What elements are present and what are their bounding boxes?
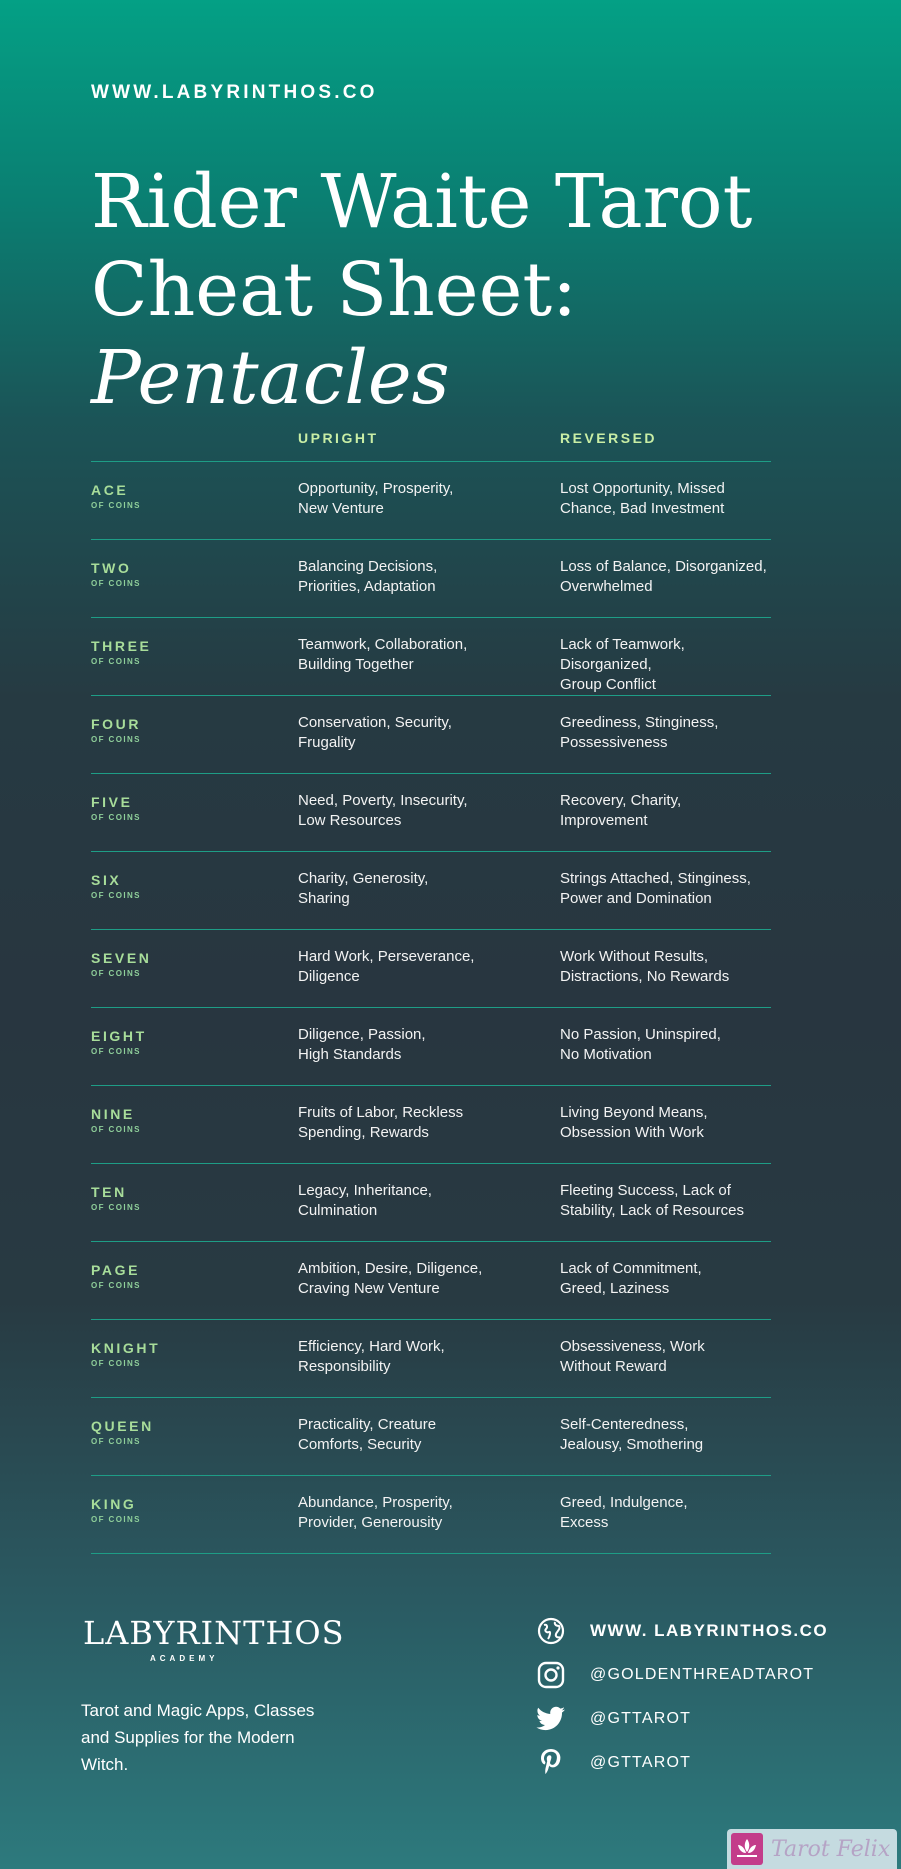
website-link[interactable]: WWW. LABYRINTHOS.CO xyxy=(590,1621,829,1640)
card-suit: OF COINS xyxy=(91,1437,141,1446)
reversed-meaning: Greed, Indulgence, Excess xyxy=(560,1494,688,1531)
card-name: FOUR xyxy=(91,716,142,732)
column-header-reversed: REVERSED xyxy=(560,430,658,446)
card-name: THREE xyxy=(91,638,152,654)
table-row xyxy=(91,539,771,617)
instagram-icon xyxy=(536,1660,566,1690)
card-name: SEVEN xyxy=(91,950,152,966)
card-name: EIGHT xyxy=(91,1028,147,1044)
upright-meaning: Practicality, Creature Comforts, Security xyxy=(298,1416,437,1453)
tagline: Tarot and Magic Apps, Classes and Supplies for the Modern Witch. xyxy=(81,1701,315,1774)
card-suit: OF COINS xyxy=(91,1281,141,1290)
globe-icon xyxy=(536,1616,566,1646)
card-name: FIVE xyxy=(91,794,133,810)
card-name: PAGE xyxy=(91,1262,141,1278)
contact-pinterest[interactable] xyxy=(536,1748,691,1778)
twitter-handle[interactable]: @GTTAROT xyxy=(590,1710,692,1727)
instagram-handle[interactable]: @GOLDENTHREADTAROT xyxy=(590,1666,815,1683)
card-suit: OF COINS xyxy=(91,579,141,588)
card-name: KING xyxy=(91,1496,137,1512)
table-row xyxy=(91,1319,771,1397)
table-row xyxy=(91,929,771,1007)
card-suit: OF COINS xyxy=(91,813,141,822)
table-row xyxy=(91,851,771,929)
site-url-top[interactable]: WWW.LABYRINTHOS.CO xyxy=(91,82,378,103)
reversed-meaning: Lack of Commitment, Greed, Laziness xyxy=(560,1260,702,1297)
card-name: TEN xyxy=(91,1184,127,1200)
card-suit: OF COINS xyxy=(91,657,141,666)
upright-meaning: Teamwork, Collaboration, Building Together xyxy=(298,636,468,673)
upright-meaning: Fruits of Labor, Reckless Spending, Rewards xyxy=(298,1104,464,1141)
labyrinthos-logo: LABYRINTHOS xyxy=(83,1614,345,1652)
table-row xyxy=(91,1241,771,1319)
reversed-meaning: Obsessiveness, Work Without Reward xyxy=(560,1338,705,1375)
reversed-meaning: Greediness, Stinginess, Possessiveness xyxy=(560,714,719,751)
table-row xyxy=(91,1163,771,1241)
reversed-meaning: Loss of Balance, Disorganized, Overwhelmed xyxy=(560,558,767,595)
table-row xyxy=(91,1085,771,1163)
card-suit: OF COINS xyxy=(91,1125,141,1134)
lotus-icon xyxy=(727,1829,767,1869)
table-row xyxy=(91,461,771,539)
card-name: QUEEN xyxy=(91,1418,154,1434)
reversed-meaning: Lack of Teamwork, Disorganized, Group Conflict xyxy=(560,636,685,693)
title-line-2-italic: Pentacles xyxy=(91,335,450,421)
table-row xyxy=(91,1397,771,1475)
table-row xyxy=(91,695,771,773)
table-row xyxy=(91,1475,771,1554)
card-suit: OF COINS xyxy=(91,735,141,744)
upright-meaning: Diligence, Passion, High Standards xyxy=(298,1026,426,1063)
upright-meaning: Legacy, Inheritance, Culmination xyxy=(298,1182,432,1219)
card-name: ACE xyxy=(91,482,129,498)
upright-meaning: Hard Work, Perseverance, Diligence xyxy=(298,948,475,985)
upright-meaning: Efficiency, Hard Work, Responsibility xyxy=(298,1338,445,1375)
upright-meaning: Balancing Decisions, Priorities, Adaptation xyxy=(298,558,438,595)
tarot-felix-watermark xyxy=(727,1829,897,1869)
reversed-meaning: Fleeting Success, Lack of Stability, Lack of Resources xyxy=(560,1182,744,1219)
table-row xyxy=(91,617,771,695)
twitter-icon xyxy=(536,1704,566,1734)
reversed-meaning: Strings Attached, Stinginess, Power and Domination xyxy=(560,870,751,907)
contact-twitter[interactable] xyxy=(536,1704,691,1734)
logo-subtitle: ACADEMY xyxy=(150,1654,219,1663)
cheat-sheet-table xyxy=(91,461,771,1554)
page-title xyxy=(91,158,851,422)
upright-meaning: Need, Poverty, Insecurity, Low Resources xyxy=(298,792,468,829)
reversed-meaning: Living Beyond Means, Obsession With Work xyxy=(560,1104,708,1141)
card-suit: OF COINS xyxy=(91,1047,141,1056)
reversed-meaning: Self-Centeredness, Jealousy, Smothering xyxy=(560,1416,704,1453)
upright-meaning: Abundance, Prosperity, Provider, Generousity xyxy=(298,1494,453,1531)
table-row xyxy=(91,773,771,851)
column-header-upright: UPRIGHT xyxy=(298,430,379,446)
card-name: NINE xyxy=(91,1106,135,1122)
card-suit: OF COINS xyxy=(91,1203,141,1212)
upright-meaning: Opportunity, Prosperity, New Venture xyxy=(298,480,454,517)
card-name: KNIGHT xyxy=(91,1340,161,1356)
pinterest-icon xyxy=(536,1748,566,1778)
upright-meaning: Charity, Generosity, Sharing xyxy=(298,870,429,907)
title-line-2-prefix: Cheat Sheet: xyxy=(91,247,578,333)
contact-website[interactable] xyxy=(536,1616,828,1646)
upright-meaning: Ambition, Desire, Diligence, Craving New Venture xyxy=(298,1260,483,1297)
card-name: SIX xyxy=(91,872,122,888)
reversed-meaning: Recovery, Charity, Improvement xyxy=(560,792,682,829)
table-row xyxy=(91,1007,771,1085)
reversed-meaning: No Passion, Uninspired, No Motivation xyxy=(560,1026,721,1063)
card-suit: OF COINS xyxy=(91,969,141,978)
reversed-meaning: Lost Opportunity, Missed Chance, Bad Investment xyxy=(560,480,725,517)
pinterest-handle[interactable]: @GTTAROT xyxy=(590,1754,692,1771)
card-name: TWO xyxy=(91,560,132,576)
card-suit: OF COINS xyxy=(91,1515,141,1524)
contact-instagram[interactable] xyxy=(536,1660,814,1690)
watermark-text: Tarot Felix xyxy=(771,1836,891,1862)
title-line-1: Rider Waite Tarot xyxy=(91,159,753,245)
card-suit: OF COINS xyxy=(91,501,141,510)
upright-meaning: Conservation, Security, Frugality xyxy=(298,714,452,751)
card-suit: OF COINS xyxy=(91,1359,141,1368)
reversed-meaning: Work Without Results, Distractions, No Rewards xyxy=(560,948,730,985)
card-suit: OF COINS xyxy=(91,891,141,900)
